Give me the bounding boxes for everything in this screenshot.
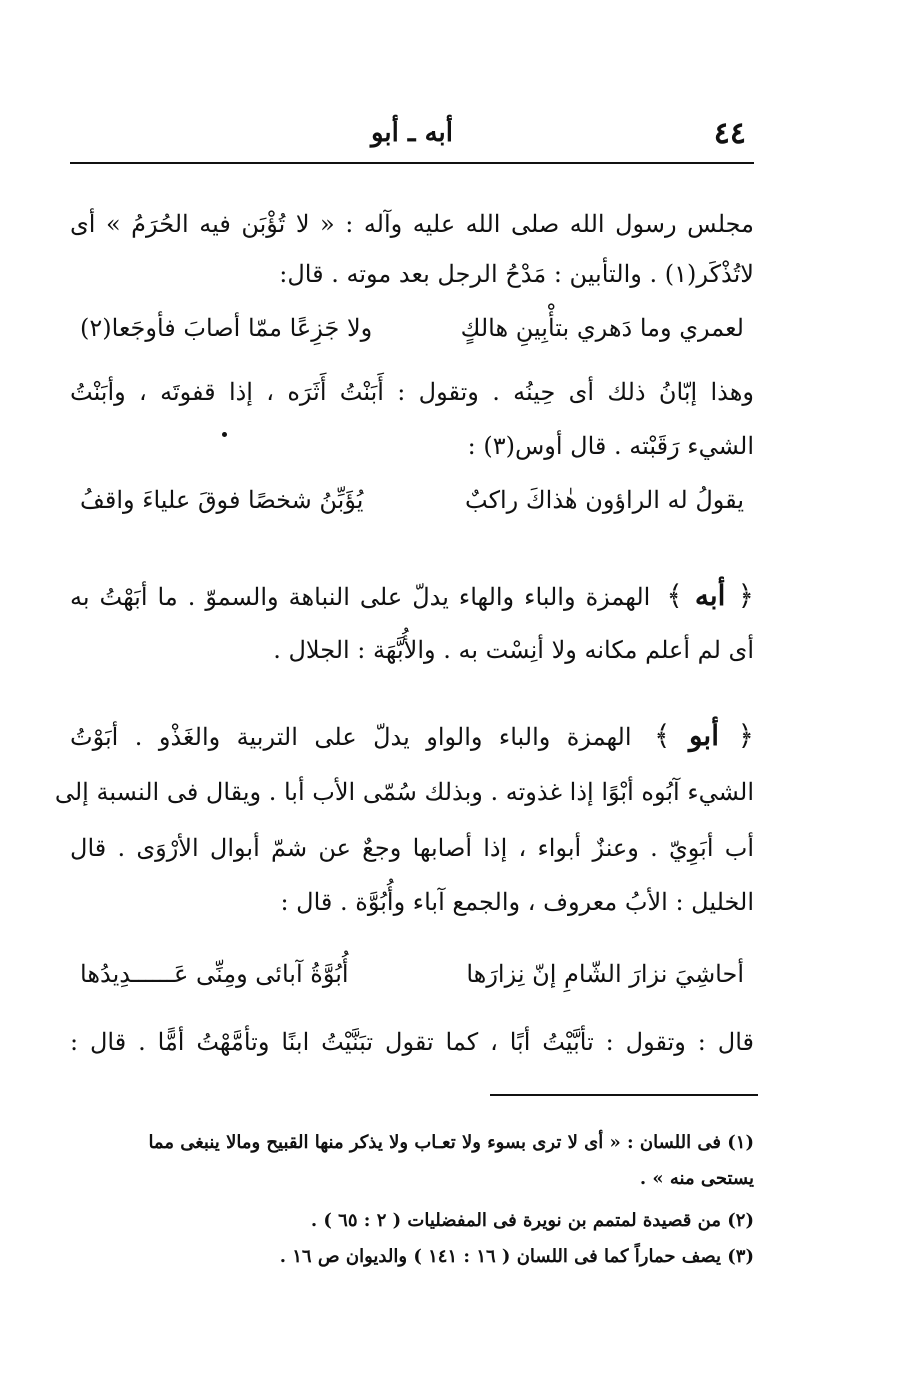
verse-line xyxy=(80,952,744,996)
entry-headword: ﴿ أبه ﴾ xyxy=(666,579,755,612)
text-line: قال : وتقول : تأبَّيْتُ أبًا ، كما تقول تبَنَّيْتُ ابنًا وتأمَّهْتُ أمًّا . قال : xyxy=(70,1028,754,1056)
entry-text: الهمزة والباء والواو يدلّ على التربية والغَذْو . أبَوْتُ xyxy=(70,723,632,751)
text-line: لاتُذْكَر(١) . والتأبين : مَدْحُ الرجل بعد موته . قال: xyxy=(279,260,754,288)
text-line: وهذا إبّانُ ذلك أى حِينُه . وتقول : أَبَنْتُ أَثَرَه ، إذا قفوتَه ، وأبَنْتُ xyxy=(70,378,754,406)
text-line: الشيء آبُوه أبْوًا إذا غذوته . وبذلك سُمّى الأب أبا . ويقال فى النسبة إلى xyxy=(54,778,754,806)
verse-hemistich: يُؤَبِّنُ شخصًا فوقَ علياءَ واقفُ xyxy=(80,486,364,514)
verse-line xyxy=(80,306,744,350)
verse-line xyxy=(80,478,744,522)
verse-hemistich: أُبُوَّةُ آبائى ومِنِّى عَــــــدِيدُها xyxy=(80,960,349,988)
entry-line xyxy=(70,716,754,756)
verse-hemistich: ولا جَزِعًا ممّا أصابَ فأوجَعا(٢) xyxy=(80,314,373,342)
text-line: أى لم أعلم مكانه ولا أنِسْت به . والأُبَّهَة : الجلال . xyxy=(273,636,754,664)
footnote-line: (٣) يصف حماراً كما فى اللسان ( ١٦ : ١٤١ ) والديوان ص ١٦ . xyxy=(279,1246,754,1267)
entry-headword: ﴿ أبو ﴾ xyxy=(653,719,754,752)
page-header xyxy=(70,108,754,158)
header-rule xyxy=(70,162,754,164)
verse-hemistich: لعمري وما دَهري بتأْبِينِ هالكٍ xyxy=(460,314,744,342)
running-title: أبه ـ أبو xyxy=(370,118,453,148)
page-number: ٤٤ xyxy=(713,116,746,151)
text-line: الخليل : الأبُ معروف ، والجمع آباء وأُبُوَّة . قال : xyxy=(280,888,754,916)
footnote-line: يستحى منه » . xyxy=(639,1168,754,1189)
text-line: أب أبَوِيّ . وعنزٌ أبواء ، إذا أصابها وجعٌ عن شمّ أبوال الأرْوَى . قال xyxy=(70,834,754,862)
verse-hemistich: أحاشِيَ نزارَ الشّامِ إنّ نِزارَها xyxy=(466,960,744,988)
text-line: مجلس رسول الله صلى الله عليه وآله : « لا تُؤْبَن فيه الحُرَمُ » أى xyxy=(70,210,754,238)
text-line: الشيء رَقَبْته . قال أوس(٣) : xyxy=(467,432,754,460)
footnote-rule xyxy=(490,1094,758,1096)
entry-line xyxy=(70,576,754,616)
entry-text: الهمزة والباء والهاء يدلّ على النباهة والسموّ . ما أبَهْتُ به xyxy=(70,583,651,611)
footnote-line: (١) فى اللسان : « أى لا ترى بسوء ولا تعـاب ولا يذكر منها القبيح ومالا ينبغى مما xyxy=(148,1132,754,1153)
footnote-line: (٢) من قصيدة لمتمم بن نويرة فى المفضليات ( ٢ : ٦٥ ) . xyxy=(310,1210,754,1231)
verse-hemistich: يقولُ له الراؤون هٰذاكَ راكبٌ xyxy=(465,486,744,514)
stray-mark xyxy=(222,432,227,437)
